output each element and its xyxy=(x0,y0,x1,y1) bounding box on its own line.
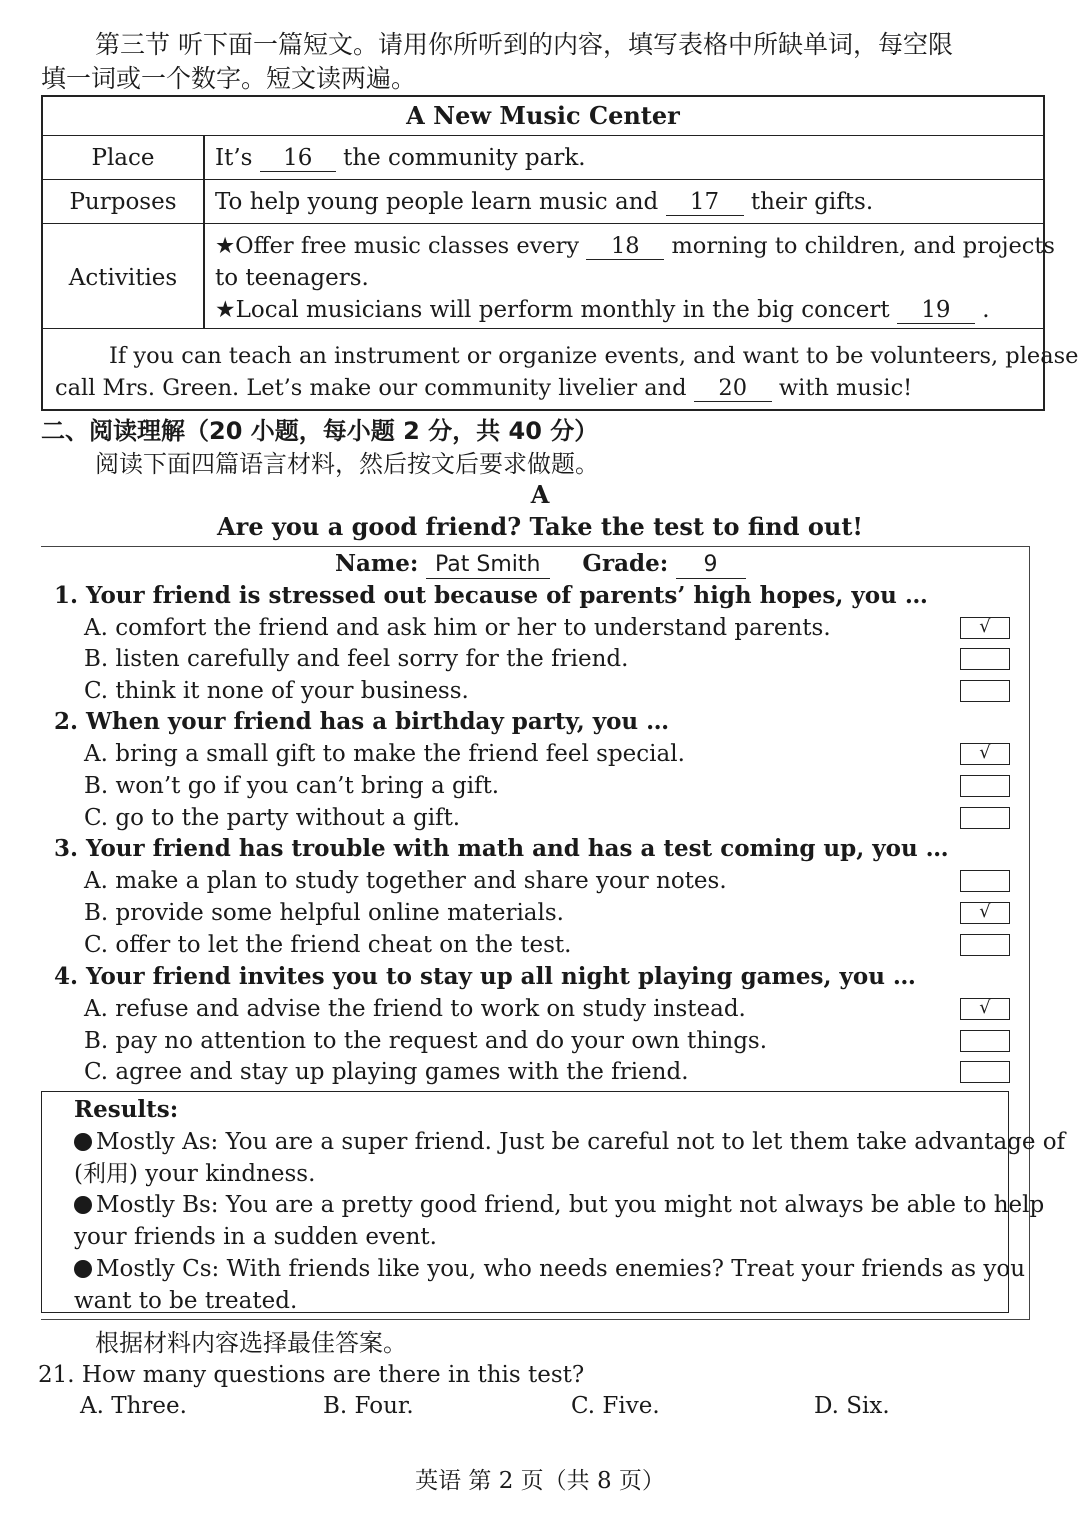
page-footer: 英语 第 2 页（共 8 页） xyxy=(415,1468,665,1494)
q4-option-c: C. agree and stay up playing games with the friend. xyxy=(84,1059,689,1085)
q3-option-c: C. offer to let the friend cheat on the test. xyxy=(84,932,572,958)
table-footer-line1: If you can teach an instrument or organize events, and want to be volunteers, please xyxy=(109,343,1079,369)
purposes-content: To help young people learn music and 17 their gifts. xyxy=(215,189,874,215)
q4-checkbox-b[interactable] xyxy=(960,1030,1010,1052)
passage-title: Are you a good friend? Take the test to find out! xyxy=(217,512,863,541)
q2-checkbox-c[interactable] xyxy=(960,807,1010,829)
part2-instruction: 阅读下面四篇语言材料，然后按文后要求做题。 xyxy=(95,450,599,478)
result-b-line2: your friends in a sudden event. xyxy=(74,1224,437,1250)
result-a-line2: (利用) your kindness. xyxy=(74,1161,316,1187)
name-value[interactable]: Pat Smith xyxy=(426,552,550,579)
q1-checkbox-b[interactable] xyxy=(960,648,1010,670)
table-footer-line2: call Mrs. Green. Let’s make our community livelier and 20 with music! xyxy=(55,375,913,401)
music-center-table xyxy=(41,95,1079,411)
bullet-icon xyxy=(74,1133,92,1151)
name-grade-row xyxy=(335,549,746,579)
q21-instruction: 根据材料内容选择最佳答案。 xyxy=(95,1329,407,1357)
blank-17[interactable]: 17 xyxy=(666,189,744,216)
blank-18[interactable]: 18 xyxy=(586,233,664,260)
result-a-line1: Mostly As: You are a super friend. Just be careful not to let them take advantage of xyxy=(74,1127,1065,1157)
result-b-line1: Mostly Bs: You are a pretty good friend, but you might not always be able to help xyxy=(74,1190,1044,1220)
quiz-question-3: 3. Your friend has trouble with math and has a test coming up, you … xyxy=(54,835,949,862)
row-label-place: Place xyxy=(91,145,155,171)
q1-option-c: C. think it none of your business. xyxy=(84,678,469,704)
q2-option-b: B. won’t go if you can’t bring a gift. xyxy=(84,773,500,799)
bullet-icon xyxy=(74,1260,92,1278)
name-label: Name: xyxy=(335,550,419,577)
place-content: It’s 16 the community park. xyxy=(215,145,586,171)
section3-instruction-line1: 第三节 听下面一篇短文。请用你所听到的内容，填写表格中所缺单词，每空限 xyxy=(95,30,953,59)
q21-option-b[interactable]: B. Four. xyxy=(323,1393,414,1419)
row-label-activities: Activities xyxy=(68,265,178,291)
activity-1-line1: ★Offer free music classes every 18 morning to children, and projects xyxy=(215,233,1055,259)
activity-2: ★Local musicians will perform monthly in the big concert 19 . xyxy=(215,297,990,323)
q3-option-b: B. provide some helpful online materials. xyxy=(84,900,564,926)
q1-checkbox-a[interactable]: √ xyxy=(960,617,1010,639)
passage-letter: A xyxy=(530,480,550,509)
q4-checkbox-a[interactable]: √ xyxy=(960,998,1010,1020)
section3-instruction-line2: 填一词或一个数字。短文读两遍。 xyxy=(41,64,417,93)
q3-option-a: A. make a plan to study together and share your notes. xyxy=(84,868,727,894)
q4-option-b: B. pay no attention to the request and do your own things. xyxy=(84,1028,768,1054)
grade-label: Grade: xyxy=(582,550,669,577)
q2-checkbox-b[interactable] xyxy=(960,775,1010,797)
q3-checkbox-c[interactable] xyxy=(960,934,1010,956)
q21-option-d[interactable]: D. Six. xyxy=(814,1393,890,1419)
q21-option-c[interactable]: C. Five. xyxy=(571,1393,660,1419)
q4-option-a: A. refuse and advise the friend to work on study instead. xyxy=(84,996,746,1022)
result-c-line1: Mostly Cs: With friends like you, who needs enemies? Treat your friends as you xyxy=(74,1254,1025,1284)
blank-20[interactable]: 20 xyxy=(694,375,772,402)
bullet-icon xyxy=(74,1196,92,1214)
q21-option-a[interactable]: A. Three. xyxy=(80,1393,187,1419)
q2-option-a: A. bring a small gift to make the friend feel special. xyxy=(84,741,685,767)
quiz-question-2: 2. When your friend has a birthday party, you … xyxy=(54,708,670,735)
q1-option-a: A. comfort the friend and ask him or her to understand parents. xyxy=(84,615,831,641)
q3-checkbox-b[interactable]: √ xyxy=(960,902,1010,924)
q2-option-c: C. go to the party without a gift. xyxy=(84,805,461,831)
q1-option-b: B. listen carefully and feel sorry for the friend. xyxy=(84,646,629,672)
row-label-purposes: Purposes xyxy=(69,189,177,215)
result-c-line2: want to be treated. xyxy=(74,1288,298,1314)
q21-question: 21. How many questions are there in this test? xyxy=(38,1362,585,1388)
q4-checkbox-c[interactable] xyxy=(960,1061,1010,1083)
part2-heading: 二、阅读理解（20 小题，每小题 2 分，共 40 分） xyxy=(41,417,599,445)
table-title: A New Music Center xyxy=(406,101,680,130)
results-label: Results: xyxy=(74,1096,179,1123)
quiz-question-4: 4. Your friend invites you to stay up all night playing games, you … xyxy=(54,963,916,990)
activity-1-line2: to teenagers. xyxy=(215,265,369,291)
quiz-question-1: 1. Your friend is stressed out because of parents’ high hopes, you … xyxy=(54,582,928,609)
blank-19[interactable]: 19 xyxy=(897,297,975,324)
grade-value[interactable]: 9 xyxy=(676,552,746,579)
q1-checkbox-c[interactable] xyxy=(960,680,1010,702)
q2-checkbox-a[interactable]: √ xyxy=(960,743,1010,765)
blank-16[interactable]: 16 xyxy=(260,145,336,172)
q3-checkbox-a[interactable] xyxy=(960,870,1010,892)
